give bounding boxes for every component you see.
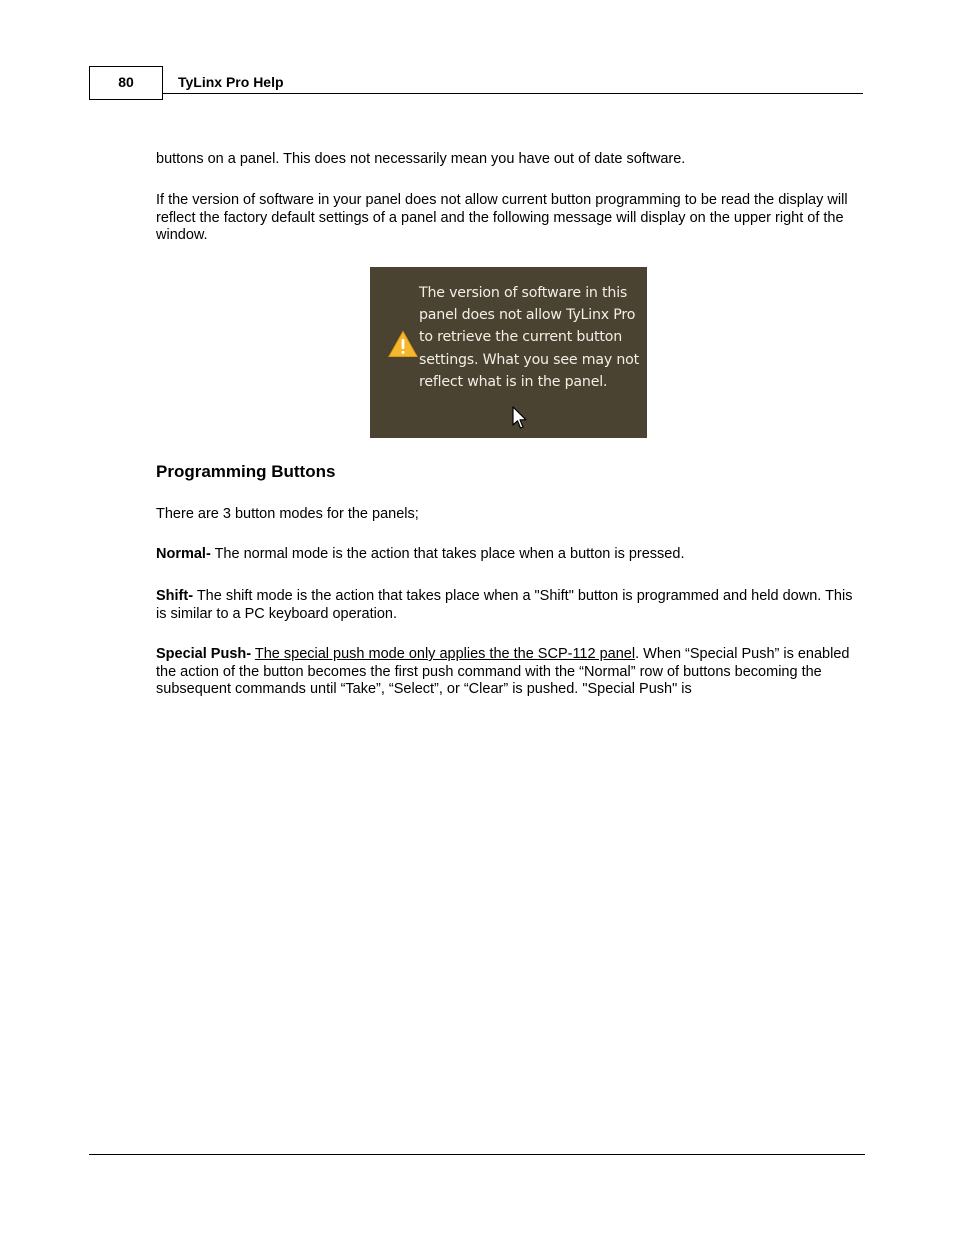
header-title: TyLinx Pro Help [178,74,284,90]
special-push-text: . When “Special Push” is enabled the action of the button becomes the first push command with the “Normal” row of buttons becoming the subsequent commands until “Take”, “Select”, or “Clear” is pushed. "Special Push" is [156,646,850,697]
paragraph-special-push-mode [156,646,856,699]
warning-message-text: The version of software in this panel does not allow TyLinx Pro to retrieve the current button settings. What you see may not reflect what is in the panel. [419,285,639,390]
page-number: 80 [89,66,163,100]
paragraph-button-modes: There are 3 button modes for the panels; [156,506,419,522]
normal-mode-label: Normal- [156,546,211,562]
header-divider [163,93,863,94]
paragraph-version-note: If the version of software in your panel does not allow current button programming to be read the display will reflect the factory default settings of a panel and the following message will display on the upper right of the window. [156,192,848,243]
footer-divider [89,1154,865,1155]
warning-message-panel [370,267,647,438]
paragraph-intro-continuation: buttons on a panel. This does not necessarily mean you have out of date software. [156,151,686,167]
paragraph-shift-mode [156,588,856,623]
special-push-link[interactable]: The special push mode only applies the the SCP-112 panel [254,646,636,662]
normal-mode-text: The normal mode is the action that takes place when a button is pressed. [210,546,685,562]
special-push-label: Special Push- [156,646,252,662]
mouse-pointer-icon [512,406,528,430]
warning-triangle-icon [388,330,418,358]
shift-mode-label: Shift- [156,588,194,604]
paragraph-normal-mode [156,546,856,564]
shift-mode-text: The shift mode is the action that takes place when a "Shift" button is programmed and held down. This is similar to a PC keyboard operation. [156,588,853,622]
section-heading: Programming Buttons [156,462,336,481]
